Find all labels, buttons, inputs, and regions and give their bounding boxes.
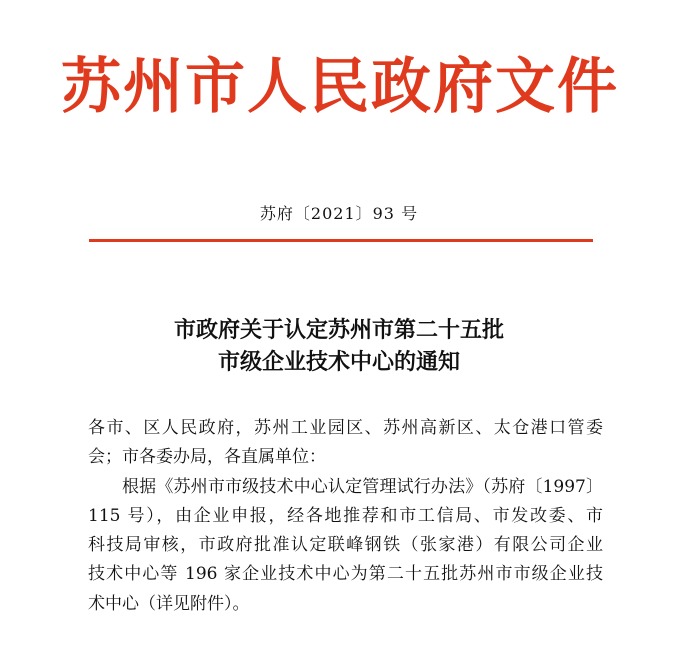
notice-title-line-1: 市政府关于认定苏州市第二十五批 (173, 317, 504, 343)
body-line: 115 号），由企业申报，经各地推荐和市工信局、市发改委、市 (88, 505, 603, 526)
document-number: 苏府〔2021〕93 号 (259, 204, 419, 223)
body-line: 科技局审核，市政府批准认定联峰钢铁（张家港）有限公司企业 (88, 535, 603, 556)
body-line: 技术中心等 196 家企业技术中心为第二十五批苏州市市级企业技 (88, 564, 603, 585)
body-line: 根据《苏州市市级技术中心认定管理试行办法》（苏府〔1997〕 (122, 476, 603, 497)
red-divider-line (89, 239, 593, 242)
notice-title-line-2: 市级企业技术中心的通知 (217, 349, 460, 375)
body-line: 会；市各委办局，各直属单位： (88, 447, 326, 468)
body-line: 各市、区人民政府，苏州工业园区、苏州高新区、太仓港口管委 (88, 418, 603, 438)
notice-title (0, 314, 678, 378)
body-line: 术中心（详见附件）。 (88, 593, 250, 614)
masthead-title: 苏州市人民政府文件 (61, 52, 619, 122)
body-text (88, 414, 603, 619)
